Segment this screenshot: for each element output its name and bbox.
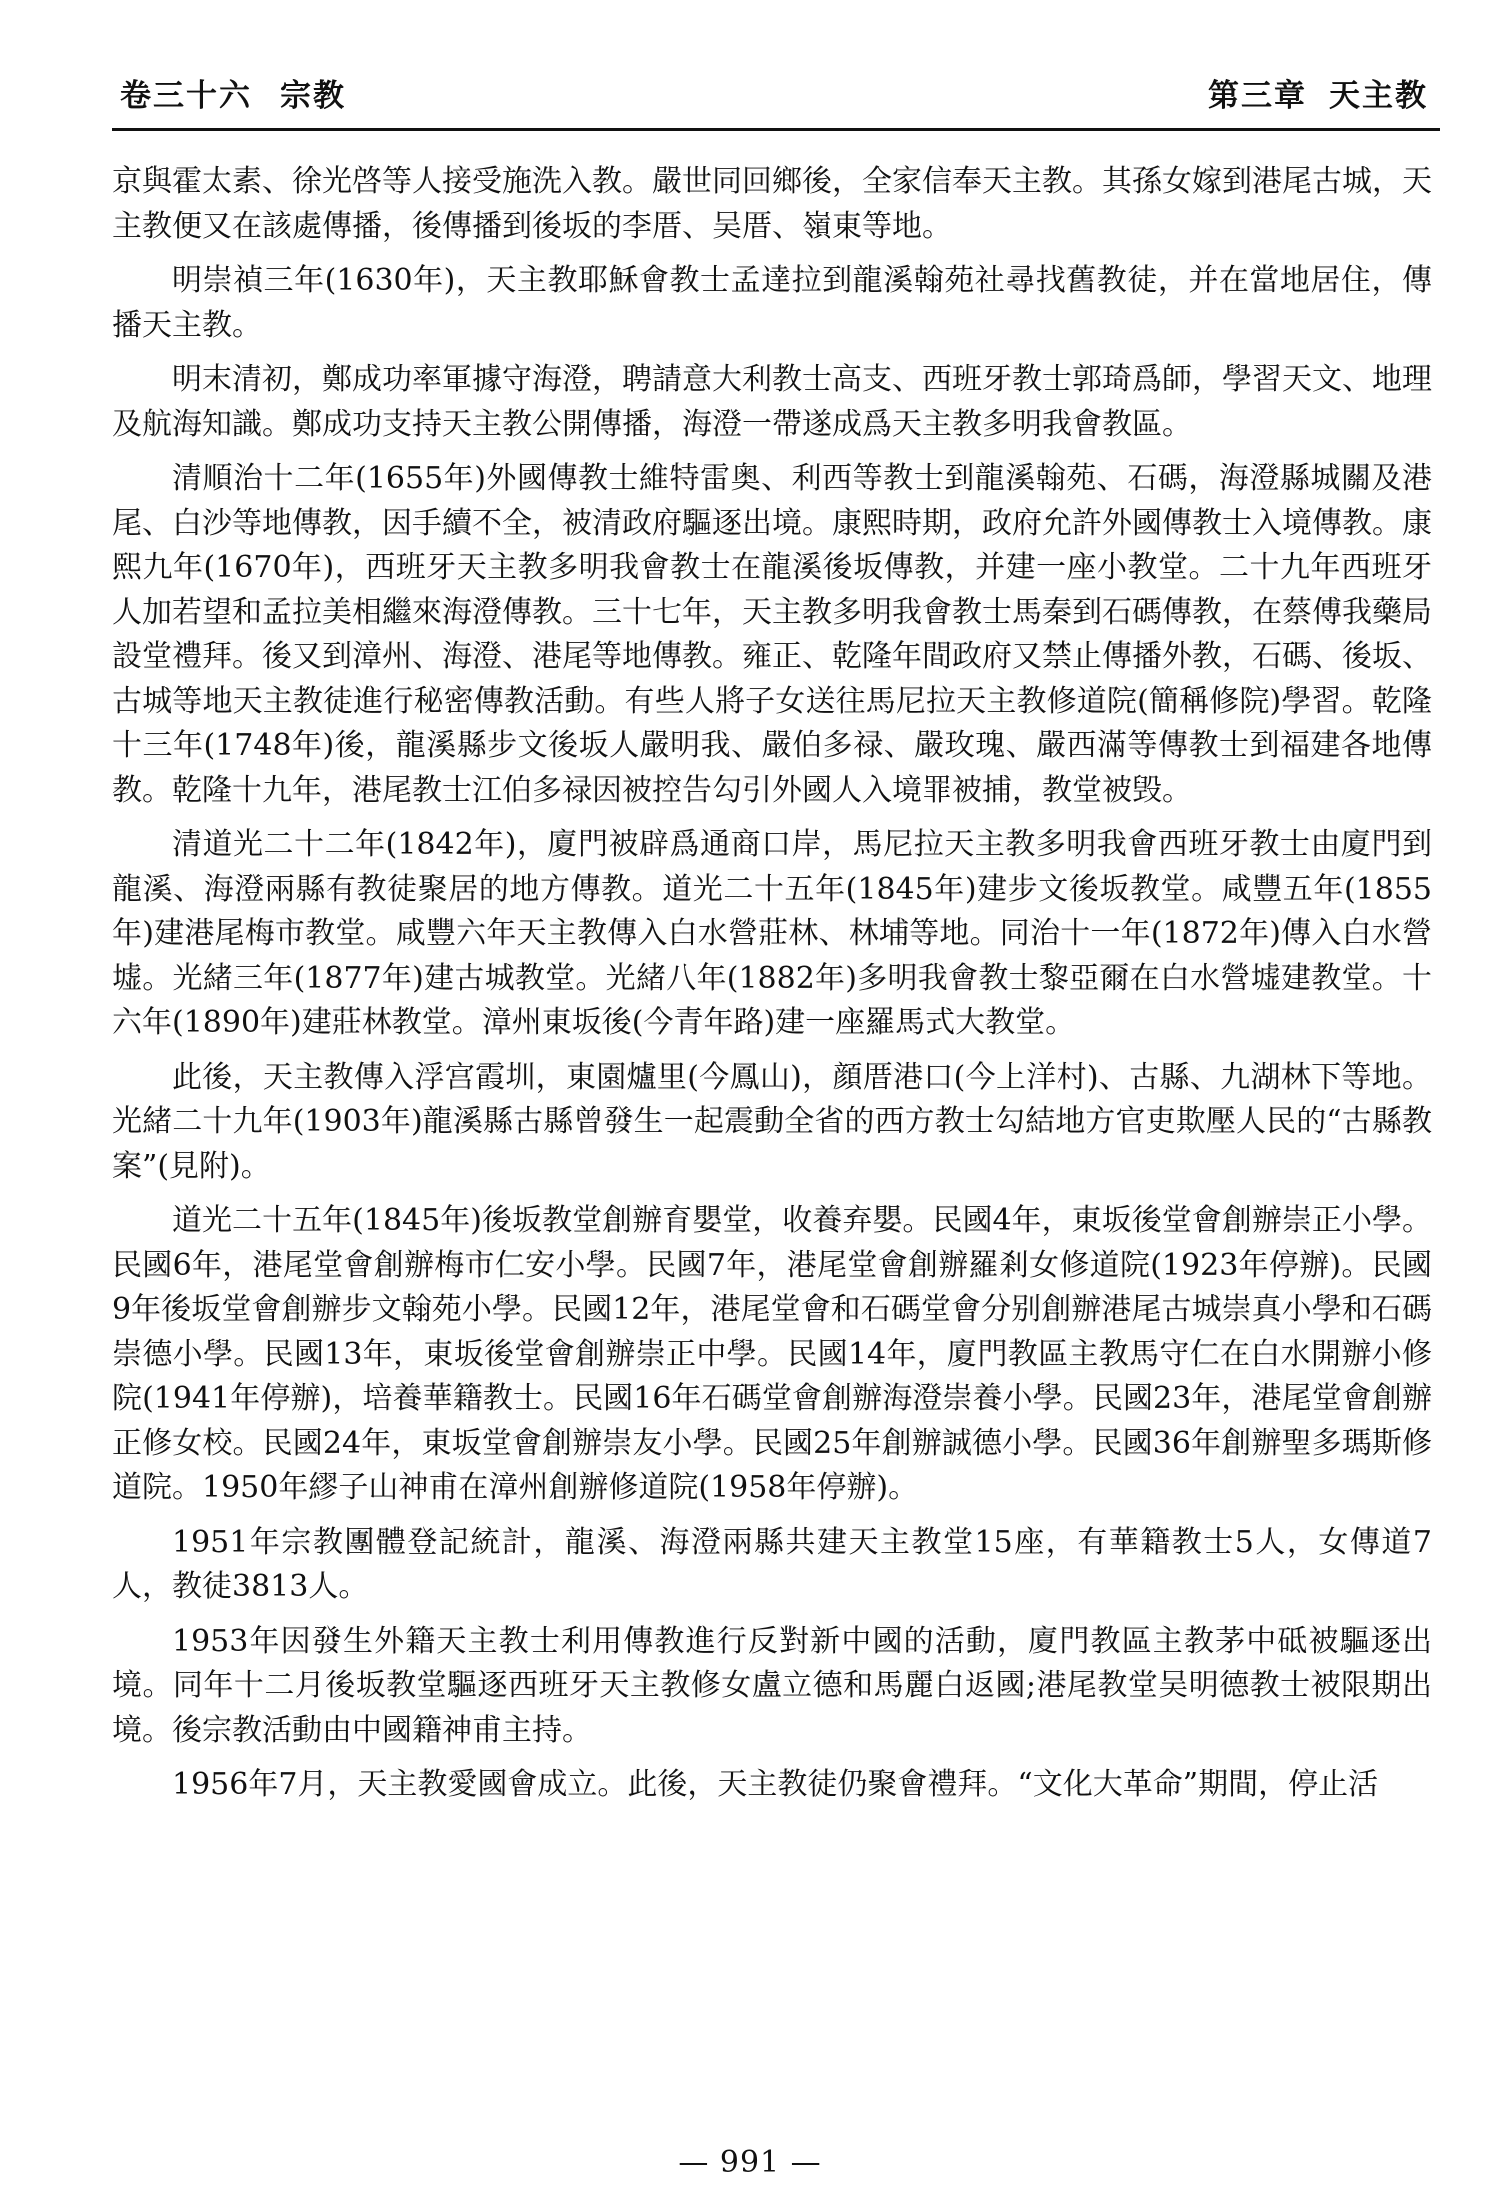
header-left (120, 70, 346, 115)
paragraph: 此後，天主教傳入浮宫霞圳，東園爐里(今鳳山)，顔厝港口(今上洋村)、古縣、九湖林下等地。光緒二十九年(1903年)龍溪縣古縣曾發生一起震動全省的西方教士勾結地方官吏欺壓人民的“古縣教案”(見附)。 (112, 1059, 1432, 1184)
paragraph: 清順治十二年(1655年)外國傳教士維特雷奥、利西等教士到龍溪翰苑、石碼，海澄縣城關及港尾、白沙等地傳教，因手續不全，被清政府驅逐出境。康熙時期，政府允許外國傳教士入境傳教。康熙九年(1670年)，西班牙天主教多明我會教士在龍溪後坂傳教，并建一座小教堂。二十九年西班牙人加若望和孟拉美相繼來海澄傳教。三十七年，天主教多明我會教士馬秦到石碼傳教，在蔡傅我藥局設堂禮拜。後又到漳州、海澄、港尾等地傳教。雍正、乾隆年間政府又禁止傳播外教，石碼、後坂、古城等地天主教徒進行秘密傳教活動。有些人將子女送往馬尼拉天主教修道院(簡稱修院)學習。乾隆十三年(1748年)後，龍溪縣步文後坂人嚴明我、嚴伯多禄、嚴玫瑰、嚴西滿等傳教士到福建各地傳教。乾隆十九年，港尾教士江伯多禄因被控告勾引外國人入境罪被捕，教堂被毁。 (112, 461, 1432, 808)
chapter-label: 第三章 (1208, 78, 1307, 114)
body-text (112, 160, 1432, 1818)
paragraph-continued: 京與霍太素、徐光啓等人接受施洗入教。嚴世同回鄉後，全家信奉天主教。其孫女嫁到港尾古城，天主教便又在該處傳播，後傳播到後坂的李厝、吴厝、嶺東等地。 (112, 164, 1432, 244)
header-right (1208, 70, 1428, 115)
running-header (120, 70, 1440, 120)
chapter-title: 天主教 (1329, 78, 1428, 114)
volume-title: 宗教 (280, 78, 346, 114)
paragraph: 1951年宗教團體登記統計，龍溪、海澄兩縣共建天主教堂15座，有華籍教士5人，女傳道7人，教徒3813人。 (112, 1524, 1432, 1604)
page-number: — 991 — (678, 2145, 822, 2180)
paragraph: 1953年因發生外籍天主教士利用傳教進行反對新中國的活動，廈門教區主教茅中砥被驅逐出境。同年十二月後坂教堂驅逐西班牙天主教修女盧立德和馬麗白返國;港尾教堂吴明德教士被限期出境。後宗教活動由中國籍神甫主持。 (112, 1623, 1432, 1748)
paragraph: 道光二十五年(1845年)後坂教堂創辦育嬰堂，收養弃嬰。民國4年，東坂後堂會創辦崇正小學。民國6年，港尾堂會創辦梅市仁安小學。民國7年，港尾堂會創辦羅剎女修道院(1923年停辦)。民國9年後坂堂會創辦步文翰苑小學。民國12年，港尾堂會和石碼堂會分别創辦港尾古城崇真小學和石碼崇德小學。民國13年，東坂後堂會創辦崇正中學。民國14年，廈門教區主教馬守仁在白水開辦小修院(1941年停辦)，培養華籍教士。民國16年石碼堂會創辦海澄崇養小學。民國23年，港尾堂會創辦正修女校。民國24年，東坂堂會創辦崇友小學。民國25年創辦誠德小學。民國36年創辦聖多瑪斯修道院。1950年繆子山神甫在漳州創辦修道院(1958年停辦)。 (112, 1203, 1432, 1505)
header-rule (112, 128, 1440, 131)
volume-label: 卷三十六 (120, 78, 252, 114)
paragraph: 1956年7月，天主教愛國會成立。此後，天主教徒仍聚會禮拜。“文化大革命”期間，停止活 (172, 1767, 1379, 1802)
paragraph: 明末清初，鄭成功率軍據守海澄，聘請意大利教士高支、西班牙教士郭琦爲師，學習天文、地理及航海知識。鄭成功支持天主教公開傳播，海澄一帶遂成爲天主教多明我會教區。 (112, 362, 1432, 442)
paragraph: 明崇禎三年(1630年)，天主教耶穌會教士孟達拉到龍溪翰苑社尋找舊教徒，并在當地居住，傳播天主教。 (112, 263, 1432, 343)
paragraph: 清道光二十二年(1842年)，廈門被辟爲通商口岸，馬尼拉天主教多明我會西班牙教士由廈門到龍溪、海澄兩縣有教徒聚居的地方傳教。道光二十五年(1845年)建步文後坂教堂。咸豐五年(1855年)建港尾梅市教堂。咸豐六年天主教傳入白水營莊林、林埔等地。同治十一年(1872年)傳入白水營墟。光緒三年(1877年)建古城教堂。光緒八年(1882年)多明我會教士黎亞爾在白水營墟建教堂。十六年(1890年)建莊林教堂。漳州東坂後(今青年路)建一座羅馬式大教堂。 (112, 827, 1432, 1040)
